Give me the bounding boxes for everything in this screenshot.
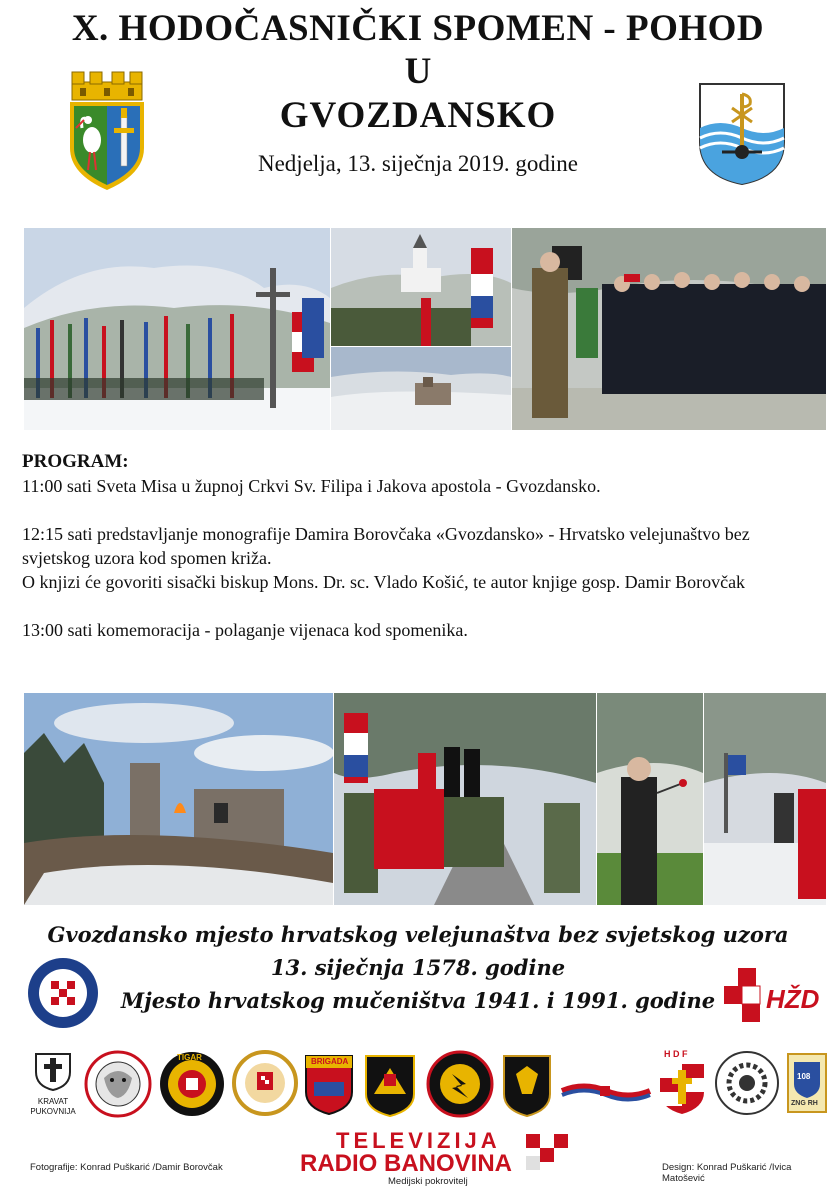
hdf-text: H D F (664, 1049, 688, 1059)
program-heading: PROGRAM: (22, 451, 129, 472)
kravat-crest-icon (30, 1050, 76, 1092)
program-section (22, 450, 822, 642)
kravat-top-text: KRAVAT (37, 1097, 69, 1106)
hdf-shield-icon (658, 1052, 706, 1116)
guard-brigade-gromovi-badge-icon (426, 1050, 494, 1118)
motto (0, 918, 836, 1017)
photo-castle-ruins-fire (24, 693, 333, 905)
program-item-book-speakers: O knjizi će govoriti sisački biskup Mons. Dr. sc. Vlado Košić, te autor knjige gosp. Damir Borovčak (22, 572, 746, 592)
photo-church-flags (331, 228, 511, 346)
motto-line-2: 13. siječnja 1578. godine (270, 955, 566, 980)
page-title: X. HODOČASNIČKI SPOMEN - POHOD (71, 8, 765, 49)
zng-text: ZNG RH (791, 1100, 818, 1107)
tigar-badge-text: TIGAR (177, 1053, 202, 1062)
kravat-regiment-logo (30, 1050, 76, 1116)
photo-speaker-microphones (597, 693, 703, 905)
croatian-flag-ribbon-icon (560, 1080, 652, 1102)
photo-wreath-laying (704, 693, 826, 905)
zng-number-text: 108 (797, 1072, 811, 1081)
hzd-logo-text: HŽD (766, 984, 820, 1014)
program-item-mass: 11:00 sati Sveta Misa u župnoj Crkvi Sv. Filipa i Jakova apostola - Gvozdansko. (22, 476, 601, 496)
design-credit: Design: Konrad Puškarić /Ivica Matošević (662, 1162, 792, 1184)
tv-line-2: RADIO BANOVINA (300, 1150, 513, 1177)
page-title-place: GVOZDANSKO (279, 95, 557, 136)
camp-detainees-badge-icon (714, 1050, 780, 1116)
event-date: Nedjelja, 13. siječnja 2019. godine (257, 151, 578, 176)
program-item-commemoration: 13:00 sati komemoracija - polaganje vijenaca kod spomenika. (22, 620, 468, 640)
motto-line-1: Gvozdansko mjesto hrvatskog velejunaštva bez svjetskog uzora (47, 922, 789, 947)
municipality-crest-icon (66, 68, 148, 192)
program-item-book-presentation: 12:15 sati predstavljanje monografije Damira Borovčaka «Gvozdansko» - Hrvatsko velejunaštvo bez svjetskog uzora kod spomen križa. (22, 524, 750, 568)
hv-brigade-badge-icon (364, 1054, 416, 1118)
tiger-unit-badge-icon (84, 1050, 152, 1118)
photo-snowy-fortress (331, 347, 511, 430)
photo-memorial-cross-flags (24, 228, 330, 430)
photo-officials-ceremony (512, 228, 826, 430)
parish-crest-icon (698, 82, 786, 186)
hv-unit-shield-icon (502, 1054, 552, 1118)
photos-credit: Fotografije: Konrad Puškarić /Damir Borovčak (30, 1162, 223, 1173)
motto-line-3: Mjesto hrvatskog mučeništva 1941. i 1991. godine (120, 988, 716, 1013)
kravat-bottom-text: PUKOVNIJA (30, 1107, 76, 1116)
page-title-connector: U (404, 51, 432, 92)
radio-banovina-checker-icon (520, 1132, 574, 1172)
photo-march-procession (334, 693, 596, 905)
tv-line-1: TELEVIZIJA (336, 1128, 501, 1153)
brigade-badge-text: BRIGADA (311, 1057, 349, 1066)
generals-corps-badge-icon (26, 956, 100, 1030)
veterans-association-badge-icon (232, 1050, 298, 1116)
media-sponsor: Medijski pokrovitelj (388, 1176, 468, 1187)
